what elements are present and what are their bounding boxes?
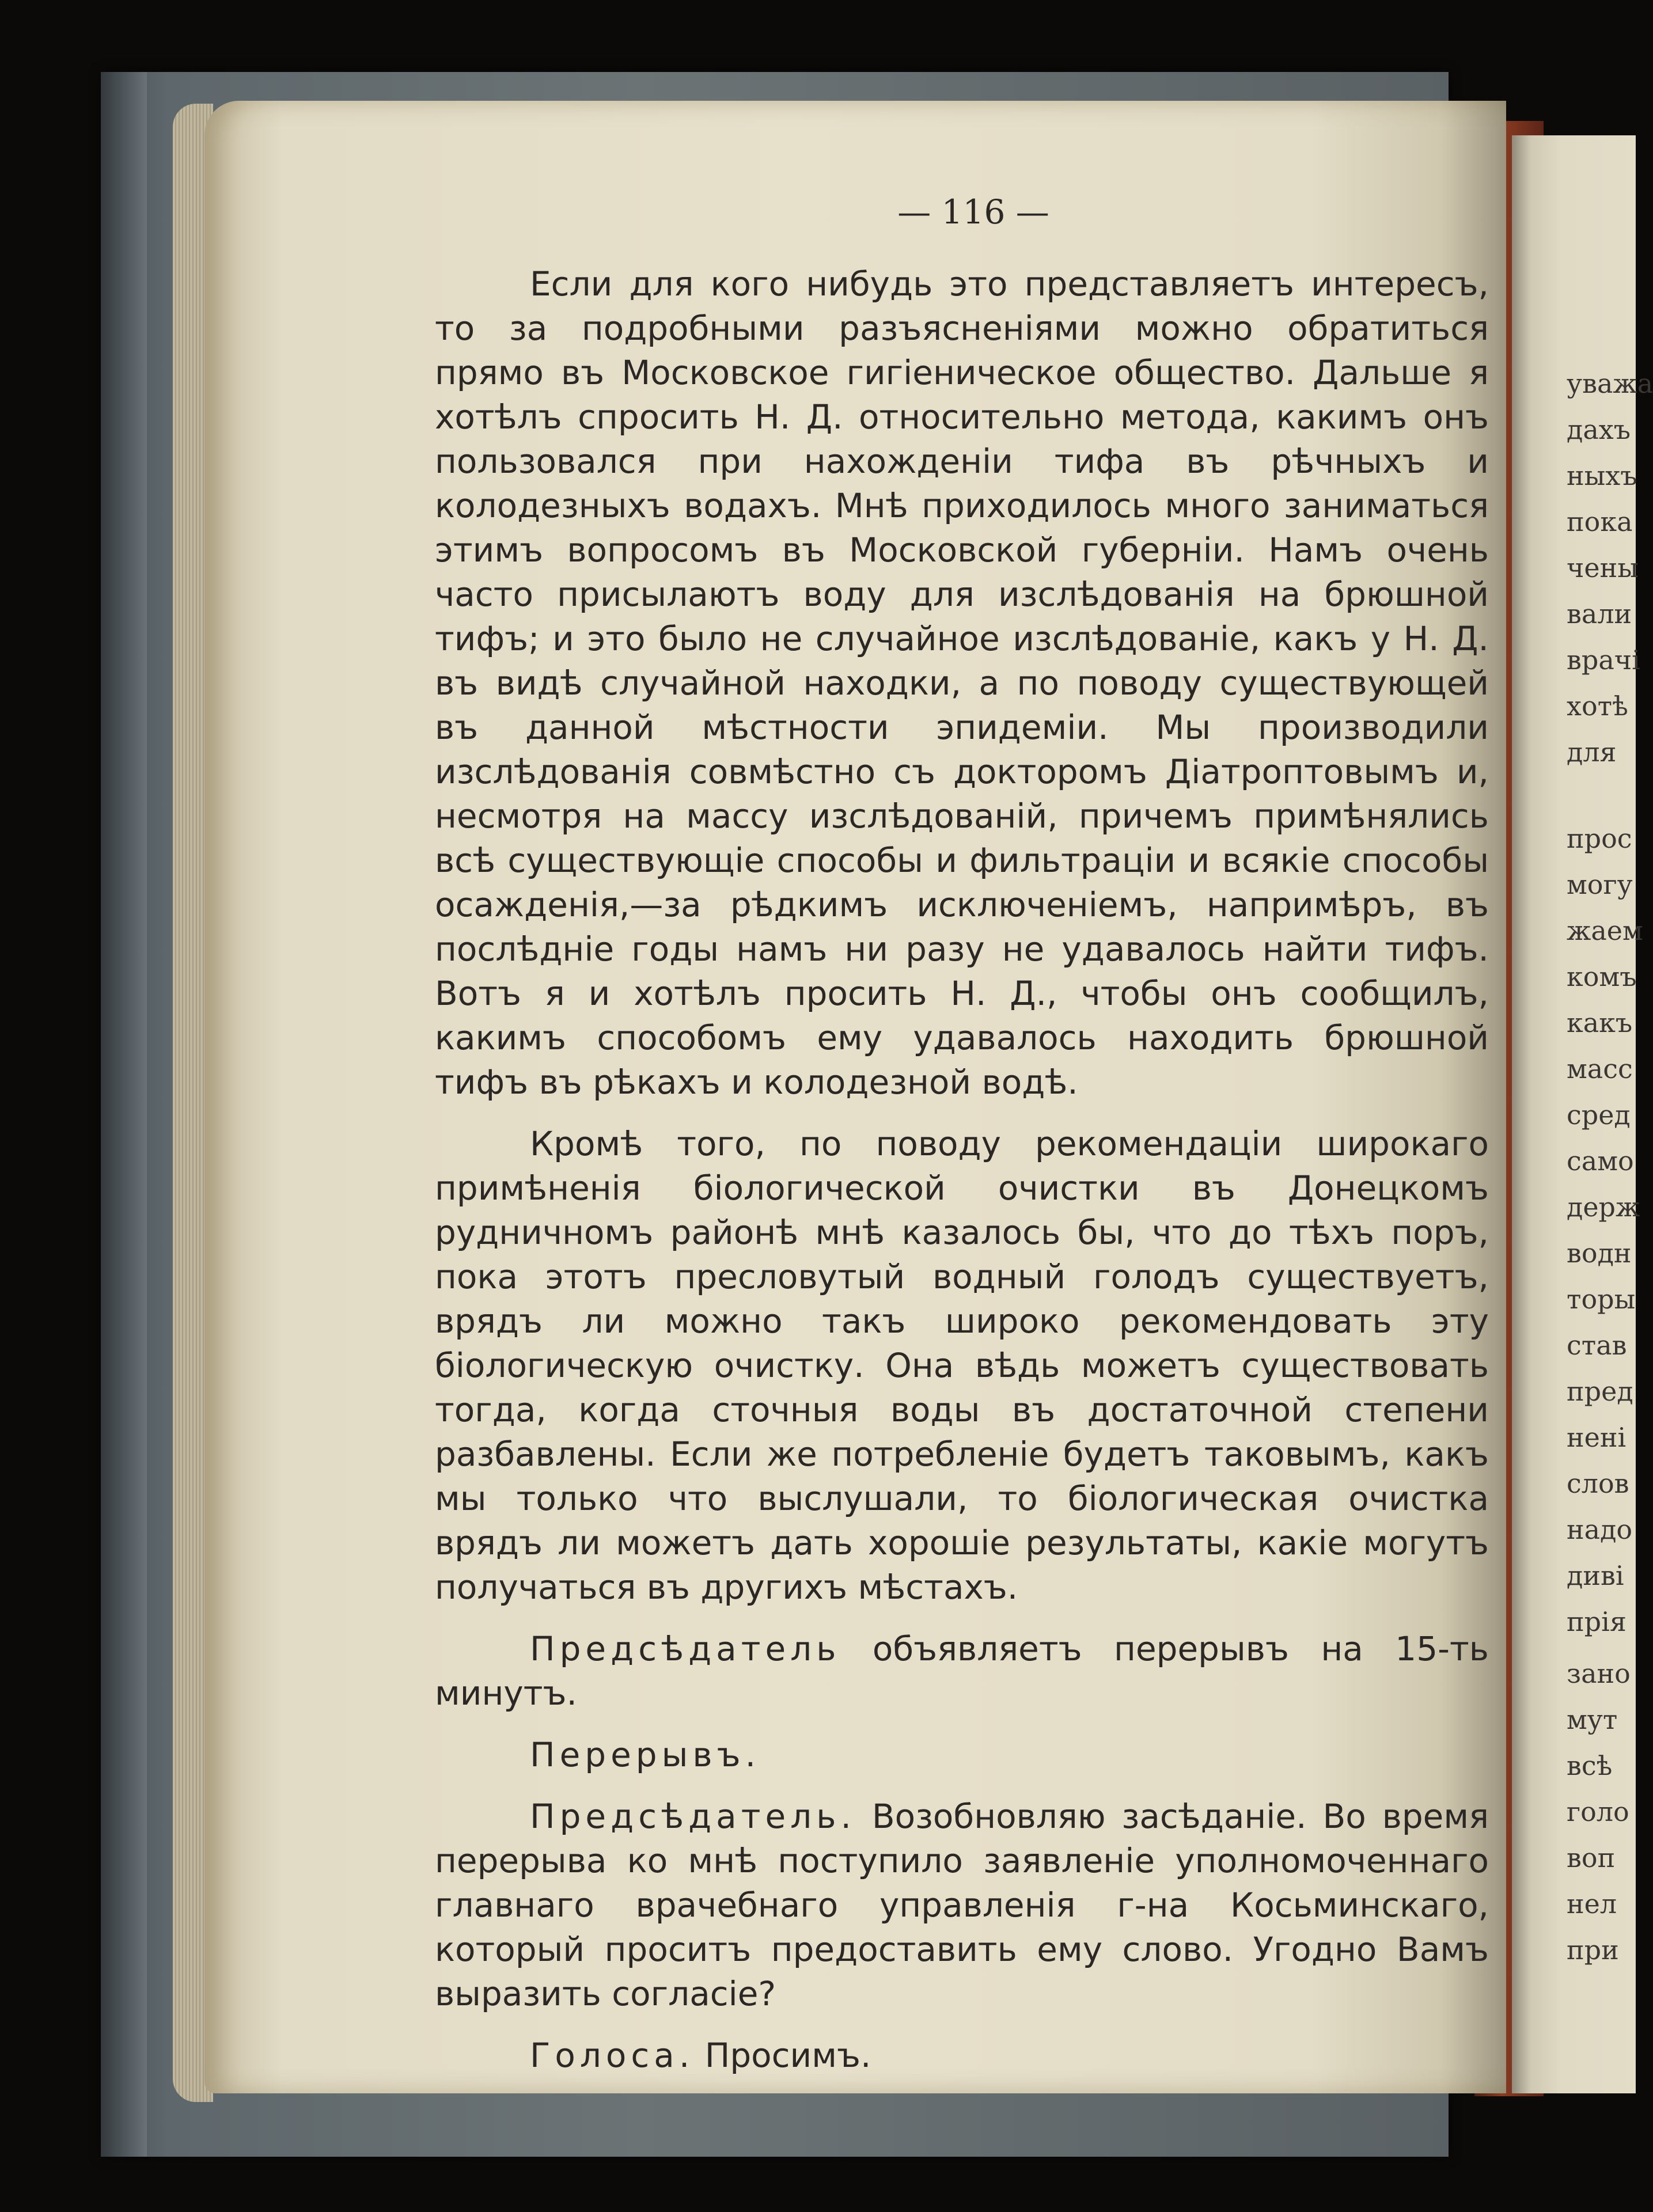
paragraph: Кромѣ того, по поводу рекомендаціи широкаго примѣненія біологической очистки въ Донецкомъ рудничномъ районѣ мнѣ казалось бы, что до тѣхъ поръ, пока этотъ пресловутый водный голодъ существуетъ, врядъ ли можно такъ широко рекомендовать эту біологическую очистку. Она вѣдь можетъ существовать тогда, когда сточныя воды въ достаточной степени разбавлены. Если же потребленіе будетъ таковымъ, какъ мы только что выслушали, то біологическая очистка врядъ ли можетъ дать хорошіе результаты, какіе могутъ получаться въ другихъ мѣстахъ. (435, 1124, 1489, 1607)
facing-page-fragment: вали (1567, 598, 1632, 629)
chairman-break-paragraph (435, 1627, 1489, 1716)
facing-page-fragment: при (1567, 1934, 1619, 1966)
facing-page-fragment: могу (1567, 869, 1633, 900)
facing-page-fragment: сред (1567, 1099, 1631, 1130)
facing-page-fragment: пред (1567, 1376, 1633, 1407)
facing-page-fragment: жаем (1567, 915, 1643, 946)
chairman-resume-paragraph (435, 1794, 1489, 2016)
facing-page-fragment: пока (1567, 506, 1633, 537)
speech-text: Возобновляю засѣданіе. Во время перерыва ко мнѣ поступило заявленіе уполномоченнаго главнаго врачебнаго управленія г-на Косьминскаго, который проситъ предоставить ему слово. Угодно Вамъ выразить согласіе? (435, 1797, 1489, 2013)
facing-page-fragment: чены (1567, 552, 1639, 583)
facing-page-fragment: держ (1567, 1192, 1640, 1223)
facing-page-fragment: надо (1567, 1514, 1633, 1545)
page-number: — 116 — (897, 192, 1049, 232)
speech-text: Просимъ. (694, 2036, 871, 2075)
facing-page-fragment: какъ (1567, 1007, 1633, 1038)
facing-page (1512, 135, 1653, 2093)
facing-page-fragment: масс (1567, 1053, 1633, 1084)
facing-page-fragment: для (1567, 737, 1617, 768)
speaker-name: Предсѣдатель (530, 1629, 841, 1668)
facing-page-fragment: слов (1567, 1468, 1629, 1499)
book-cover-edge (101, 72, 147, 2157)
voices-paragraph (435, 2033, 1489, 2078)
facing-page-fragment: дахъ (1567, 414, 1631, 445)
facing-page-fragment: нені (1567, 1422, 1627, 1453)
facing-page-fragment: диві (1567, 1560, 1624, 1591)
facing-page-fragment: водн (1567, 1238, 1632, 1269)
facing-page-fragment: комъ (1567, 961, 1637, 992)
facing-page-fragment: нел (1567, 1888, 1617, 1919)
speaker-name: Голоса. (530, 2036, 695, 2075)
facing-page-fragment: зано (1567, 1658, 1631, 1689)
facing-page-fragment: прія (1567, 1606, 1627, 1637)
facing-page-fragment: мут (1567, 1704, 1618, 1735)
speaker-name: Предсѣдатель. (530, 1797, 856, 1836)
break-label: Перерывъ. (530, 1735, 761, 1774)
facing-page-fragment: прос (1567, 823, 1632, 854)
facing-page-fragment: ныхъ (1567, 460, 1637, 491)
facing-page-fragment: торы (1567, 1284, 1636, 1315)
facing-page-fragment: всѣ (1567, 1750, 1613, 1781)
facing-page-fragment: воп (1567, 1842, 1616, 1873)
facing-page-fragment: само (1567, 1145, 1634, 1177)
paragraph: Если для кого нибудь это представляетъ интересъ, то за подробными разъясненіями можно обратиться прямо въ Московское гигіеническое общество. Дальше я хотѣлъ спросить Н. Д. относительно метода, какимъ онъ пользовался при нахожденіи тифа въ рѣчныхъ и колодезныхъ водахъ. Мнѣ приходилось много заниматься этимъ вопросомъ въ Московской губерніи. Намъ очень часто присылаютъ воду для изслѣдованія на брюшной тифъ; и это было не случайное изслѣдованіе, какъ у Н. Д. въ видѣ случайной находки, а по поводу существующей въ данной мѣстности эпидеміи. Мы производили изслѣдованія совмѣстно съ докторомъ Діатроптовымъ и, несмотря на массу изслѣдованій, причемъ примѣнялись всѣ существующіе способы и фильтраціи и всякіе способы осажденія,—за рѣдкимъ исключеніемъ, напримѣръ, въ послѣдніе годы намъ ни разу не удавалось найти тифъ. Вотъ я и хотѣлъ просить Н. Д., чтобы онъ сообщилъ, какимъ способомъ ему удавалось находить брюшной тифъ въ рѣкахъ и колодезной водѣ. (435, 264, 1489, 1102)
facing-page-fragment: врачі (1567, 644, 1640, 676)
facing-page-fragment: уважа (1567, 368, 1653, 399)
speech-text: объявляетъ перерывъ на 15-ть минутъ. (435, 1629, 1489, 1713)
facing-page-fragment: голо (1567, 1796, 1629, 1827)
facing-page-fragment: став (1567, 1330, 1627, 1361)
facing-page-fragment: хотѣ (1567, 690, 1628, 722)
page-text (435, 190, 1489, 2095)
